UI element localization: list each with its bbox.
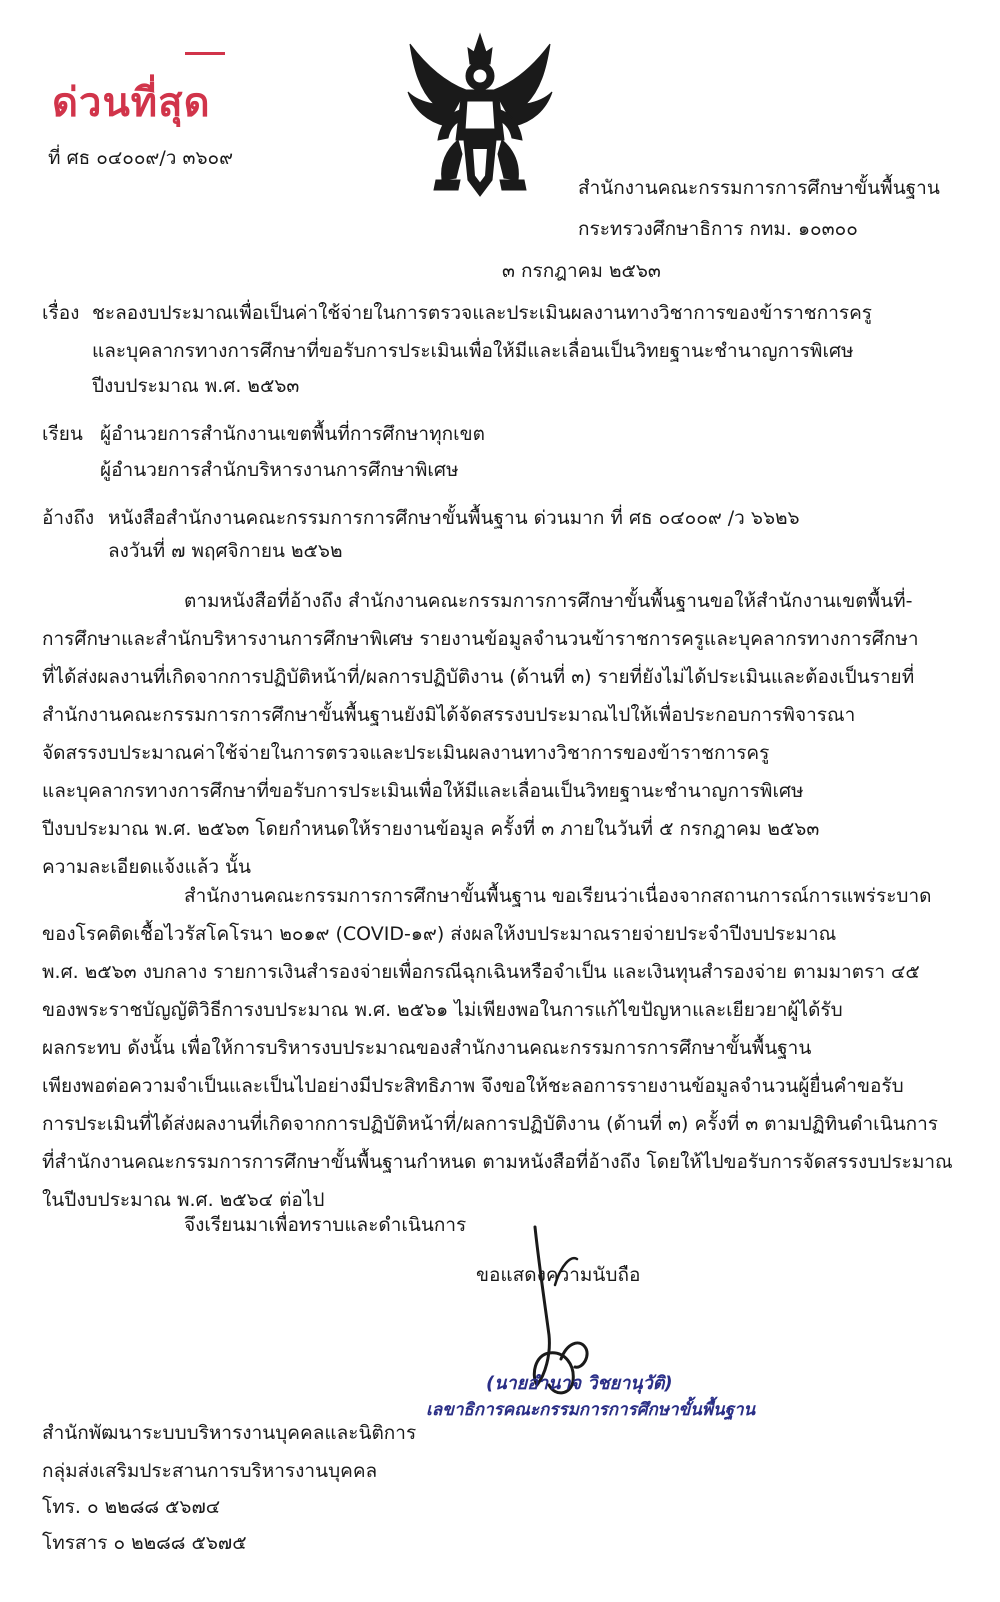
issuer-ministry: กระทรวงศึกษาธิการ กทม. ๑๐๓๐๐ — [578, 218, 858, 240]
signer-name: (นายอำนาจ วิชยานุวัติ) — [486, 1373, 673, 1394]
subject-line-1: ชะลองบประมาณเพื่อเป็นค่าใช้จ่ายในการตรวจและประเมินผลงานทางวิชาการของข้าราชการครู — [92, 302, 872, 324]
paragraph-2-line: พ.ศ. ๒๕๖๓ งบกลาง รายการเงินสำรองจ่ายเพื่อกรณีฉุกเฉินหรือจำเป็น และเงินทุนสำรองจ่าย ตามมาตรา ๔๕ — [42, 961, 920, 983]
recipient-label: เรียน — [42, 423, 83, 445]
paragraph-2-line: ผลกระทบ ดังนั้น เพื่อให้การบริหารงบประมาณของสำนักงานคณะกรรมการการศึกษาขั้นพื้นฐาน — [42, 1037, 812, 1059]
subject-line-3: ปีงบประมาณ พ.ศ. ๒๕๖๓ — [92, 375, 300, 397]
urgency-stamp: ด่วนที่สุด — [52, 80, 211, 126]
paragraph-1-line: และบุคลากรทางการศึกษาที่ขอรับการประเมินเพื่อให้มีและเลื่อนเป็นวิทยฐานะชำนาญการพิเศษ — [42, 780, 804, 802]
paragraph-2-line: การประเมินที่ได้ส่งผลงานที่เกิดจากการปฏิบัติหน้าที่/ผลการปฏิบัติงาน (ด้านที่ ๓) ครั้งที่ ๓ ตามปฏิทินดำเนินการ — [42, 1113, 938, 1135]
paragraph-2-line: เพียงพอต่อความจำเป็นและเป็นไปอย่างมีประสิทธิภาพ จึงขอให้ชะลอการรายงานข้อมูลจำนวนผู้ยื่นคำขอรับ — [42, 1075, 904, 1097]
paragraph-2-line: สำนักงานคณะกรรมการการศึกษาขั้นพื้นฐาน ขอเรียนว่าเนื่องจากสถานการณ์การแพร่ระบาด — [184, 885, 932, 907]
footer-phone: โทร. ๐ ๒๒๘๘ ๕๖๗๔ — [42, 1496, 221, 1518]
footer-group: กลุ่มส่งเสริมประสานการบริหารงานบุคคล — [42, 1460, 378, 1482]
paragraph-2-line: ในปีงบประมาณ พ.ศ. ๒๕๖๔ ต่อไป — [42, 1189, 325, 1211]
paragraph-1-line: สำนักงานคณะกรรมการการศึกษาขั้นพื้นฐานยังมิได้จัดสรรงบประมาณไปให้เพื่อประกอบการพิจารณา — [42, 704, 856, 726]
recipient-line-1: ผู้อำนวยการสำนักงานเขตพื้นที่การศึกษาทุกเขต — [100, 423, 485, 445]
paragraph-1-line: จัดสรรงบประมาณค่าใช้จ่ายในการตรวจและประเมินผลงานทางวิชาการของข้าราชการครู — [42, 742, 770, 764]
reference-number: ที่ ศธ ๐๔๐๐๙/ว ๓๖๐๙ — [48, 147, 234, 169]
issuer-office: สำนักงานคณะกรรมการการศึกษาขั้นพื้นฐาน — [578, 177, 940, 199]
signer-title: เลขาธิการคณะกรรมการการศึกษาขั้นพื้นฐาน — [426, 1400, 756, 1420]
paragraph-2-line: ของพระราชบัญญัติวิธีการงบประมาณ พ.ศ. ๒๕๖๑ ไม่เพียงพอในการแก้ไขปัญหาและเยียวยาผู้ได้รับ — [42, 999, 843, 1021]
paragraph-2-line: ของโรคติดเชื้อไวรัสโคโรนา ๒๐๑๙ (COVID-๑๙) ส่งผลให้งบประมาณรายจ่ายประจำปีงบประมาณ — [42, 923, 837, 945]
footer-department: สำนักพัฒนาระบบบริหารงานบุคคลและนิติการ — [42, 1422, 417, 1444]
footer-fax: โทรสาร ๐ ๒๒๘๘ ๕๖๗๕ — [42, 1532, 247, 1554]
garuda-emblem-icon — [400, 30, 560, 200]
body-paragraph-2 — [42, 877, 953, 1219]
reference-line-2: ลงวันที่ ๗ พฤศจิกายน ๒๕๖๒ — [108, 540, 343, 562]
paragraph-1-line: การศึกษาและสำนักบริหารงานการศึกษาพิเศษ รายงานข้อมูลจำนวนข้าราชการครูและบุคลากรทางการศึกษา — [42, 628, 919, 650]
paragraph-1-line: ความละเอียดแจ้งแล้ว นั้น — [42, 856, 252, 878]
reference-label: อ้างถึง — [42, 507, 95, 529]
reference-line-1: หนังสือสำนักงานคณะกรรมการการศึกษาขั้นพื้นฐาน ด่วนมาก ที่ ศธ ๐๔๐๐๙ /ว ๖๖๒๖ — [108, 507, 800, 529]
paragraph-1-line: ตามหนังสือที่อ้างถึง สำนักงานคณะกรรมการการศึกษาขั้นพื้นฐานขอให้สำนักงานเขตพื้นที่- — [184, 590, 913, 612]
paragraph-1-line: ที่ได้ส่งผลงานที่เกิดจากการปฏิบัติหน้าที่/ผลการปฏิบัติงาน (ด้านที่ ๓) รายที่ยังไม่ได้ประเมินและต้องเป็นรายที่ — [42, 666, 915, 688]
closing-salutation: ขอแสดงความนับถือ — [476, 1264, 641, 1286]
body-paragraph-1 — [42, 582, 942, 886]
closing-request: จึงเรียนมาเพื่อทราบและดำเนินการ — [184, 1214, 467, 1236]
paragraph-2-line: ที่สำนักงานคณะกรรมการการศึกษาขั้นพื้นฐานกำหนด ตามหนังสือที่อ้างถึง โดยให้ไปขอรับการจัดสรรงบประมาณ — [42, 1151, 953, 1173]
letter-date: ๓ กรกฎาคม ๒๕๖๓ — [502, 260, 661, 282]
urgency-underline — [185, 52, 225, 55]
paragraph-1-line: ปีงบประมาณ พ.ศ. ๒๕๖๓ โดยกำหนดให้รายงานข้อมูล ครั้งที่ ๓ ภายในวันที่ ๕ กรกฎาคม ๒๕๖๓ — [42, 818, 820, 840]
subject-label: เรื่อง — [42, 302, 80, 324]
recipient-line-2: ผู้อำนวยการสำนักบริหารงานการศึกษาพิเศษ — [100, 459, 459, 481]
subject-line-2: และบุคลากรทางการศึกษาที่ขอรับการประเมินเพื่อให้มีและเลื่อนเป็นวิทยฐานะชำนาญการพิเศษ — [92, 340, 854, 362]
